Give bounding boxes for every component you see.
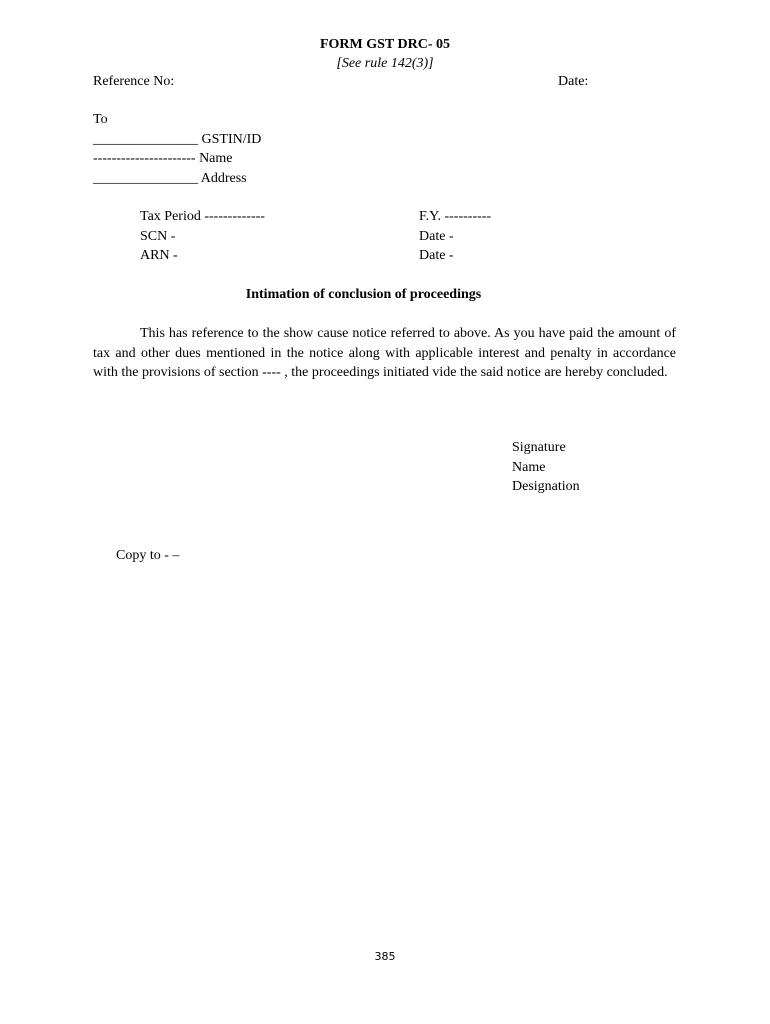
scn-label: SCN - [140, 229, 176, 244]
name-line: ---------------------- Name [93, 151, 233, 166]
address-line: _______________ Address [93, 171, 247, 186]
arn-label: ARN - [140, 248, 178, 263]
scn-date-label: Date - [419, 229, 454, 244]
section-heading: Intimation of conclusion of proceedings [245, 287, 482, 302]
reference-no-label: Reference No: [93, 74, 175, 89]
signatory-name-label: Name [512, 460, 546, 475]
date-label: Date: [558, 74, 589, 89]
copy-to-label: Copy to - – [116, 548, 180, 563]
financial-year: F.Y. ---------- [419, 209, 492, 224]
page-number: 385 [374, 950, 396, 963]
to-label: To [93, 112, 108, 127]
signature-label: Signature [512, 440, 566, 455]
tax-period: Tax Period ------------- [140, 209, 265, 224]
form-title: FORM GST DRC- 05 [319, 37, 451, 52]
arn-date-label: Date - [419, 248, 454, 263]
designation-label: Designation [512, 479, 580, 494]
rule-reference: [See rule 142(3)] [336, 56, 434, 71]
body-paragraph: This has reference to the show cause notice referred to above. As you have paid the amount of tax and other dues mentioned in the notice along with applicable interest and penalty in accordance with the provisions of section ---- , the proceedings initiated vide the said notice are hereby concluded. [93, 326, 676, 380]
gstin-line: _______________ GSTIN/ID [93, 132, 262, 147]
